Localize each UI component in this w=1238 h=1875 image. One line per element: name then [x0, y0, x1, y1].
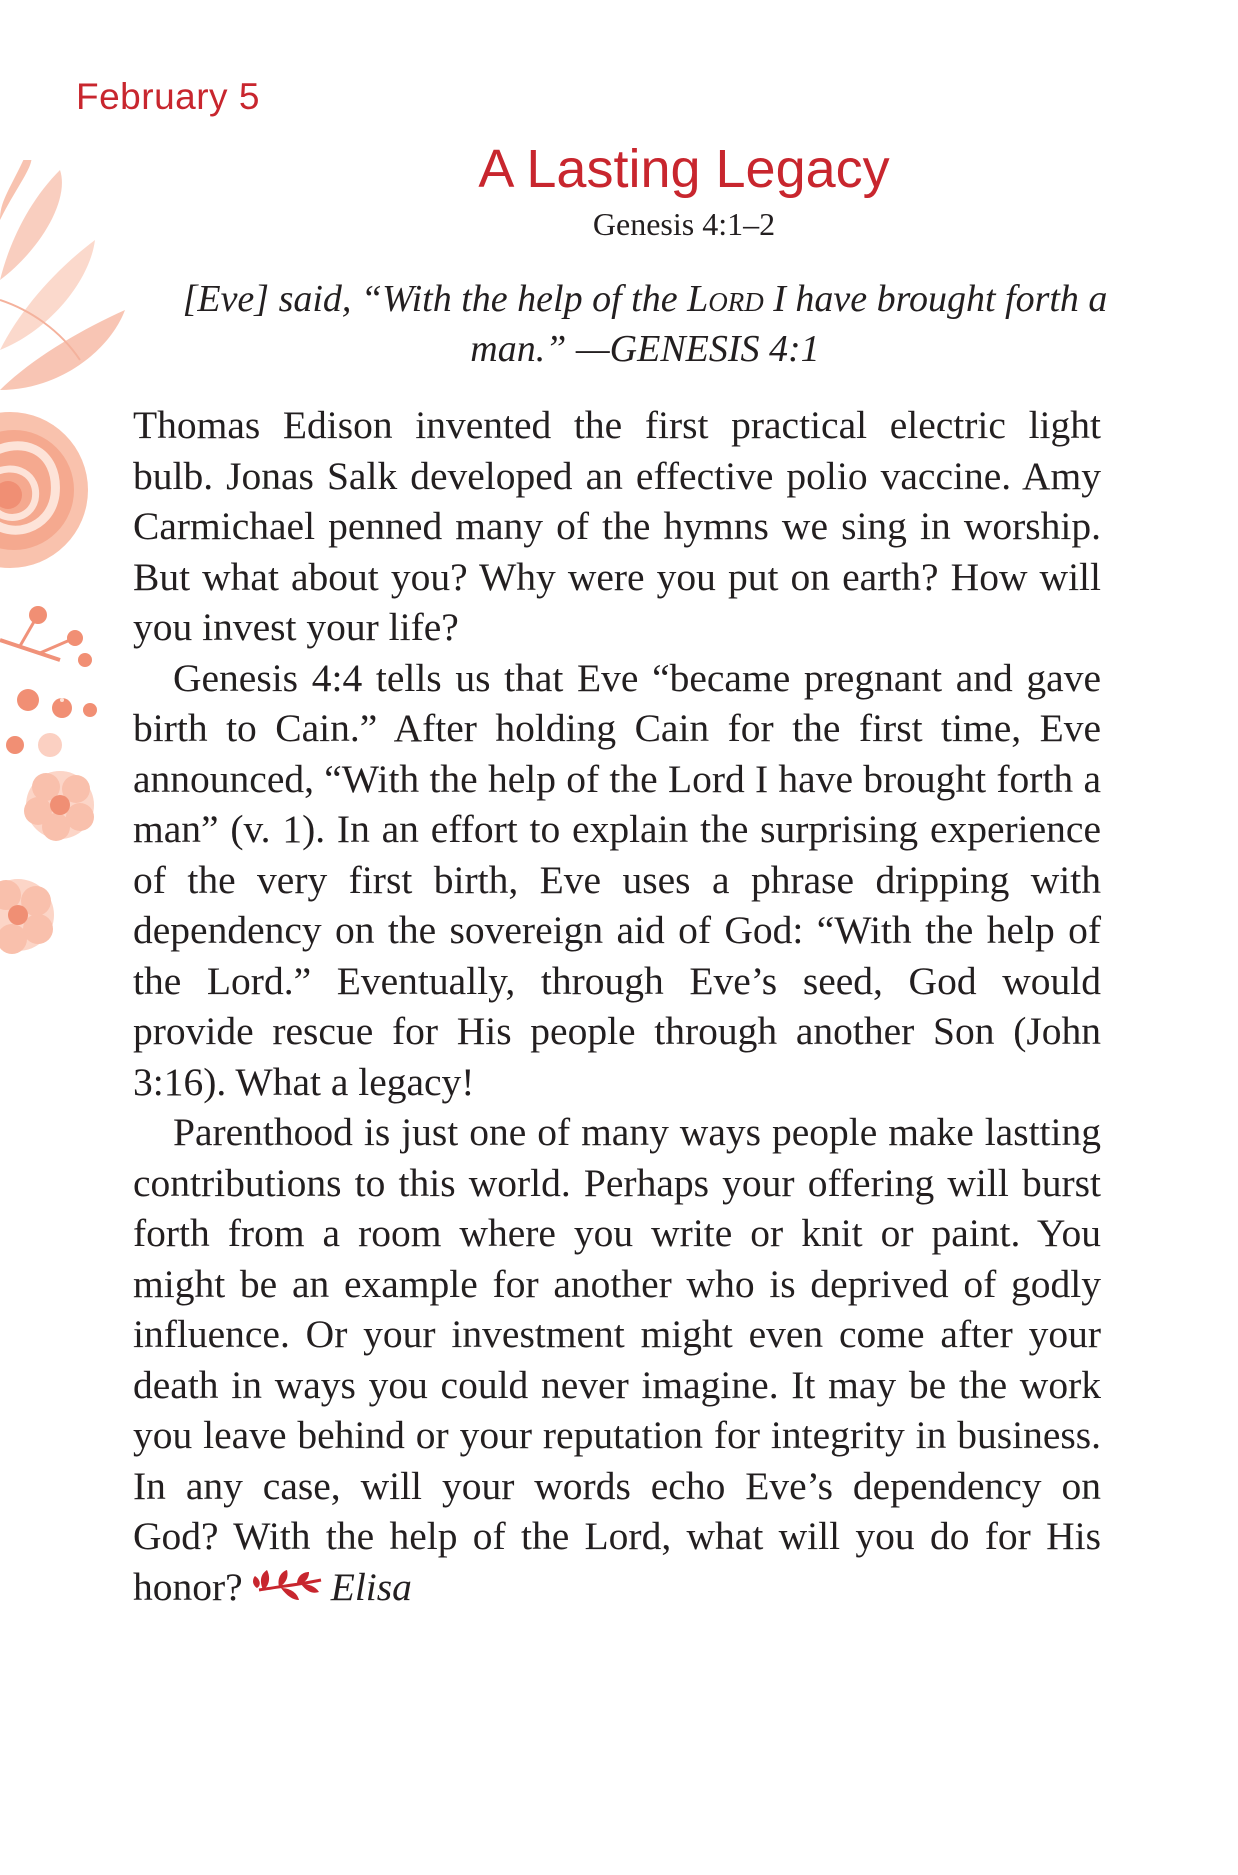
- author-name: Elisa: [330, 1564, 412, 1609]
- scripture-reference: Genesis 4:1–2: [592, 206, 776, 242]
- leaf-sprig-icon: [253, 1568, 325, 1604]
- body-paragraph: Genesis 4:4 tells us that Eve “became pregnant and gave birth to Cain.” After holding Cain for the first time, Eve announced, “With the help of the Lord I have brought forth a man” (v. 1). In an effort to explain the surprising experience of the very first birth, Eve uses a phrase dripping with dependency on the sovereign aid of God: “With the help of the Lord.” Eventually, through Eve’s seed, God would provide rescue for His people through another Son (John 3:16). What a legacy!: [133, 655, 1101, 1104]
- verse-text-end: I have brought forth a man.” —GENESIS 4:1: [470, 278, 1108, 370]
- verse-text-start: [Eve] said, “With the help of the: [182, 278, 688, 320]
- floral-decoration-icon: [0, 160, 130, 980]
- key-verse: [180, 274, 1110, 374]
- body-paragraph: Thomas Edison invented the first practical electric light bulb. Jonas Salk developed an effective polio vaccine. Amy Carmichael penned many of the hymns we sing in worship. But what about you? Why were you put on earth? How will you invest your life?: [133, 403, 1101, 649]
- page-date: February 5: [76, 76, 260, 117]
- body-paragraph-last: [133, 1107, 1101, 1612]
- body-paragraph-text: Parenthood is just one of many ways people make lastting contributions to this world. Perhaps your offering will burst forth from a room where you write or knit or paint. You might be an example for another who is deprived of godly influence. Or your investment might even come after your death in ways you could never imagine. It may be the work you leave behind or your reputation for integrity in business. In any case, will your words echo Eve’s dependency on God? With the help of the Lord, what will you do for His honor?: [133, 1110, 1101, 1609]
- devotional-title: A Lasting Legacy: [478, 139, 890, 199]
- devotional-body: [133, 400, 1101, 1612]
- verse-lord: Lord: [687, 278, 764, 320]
